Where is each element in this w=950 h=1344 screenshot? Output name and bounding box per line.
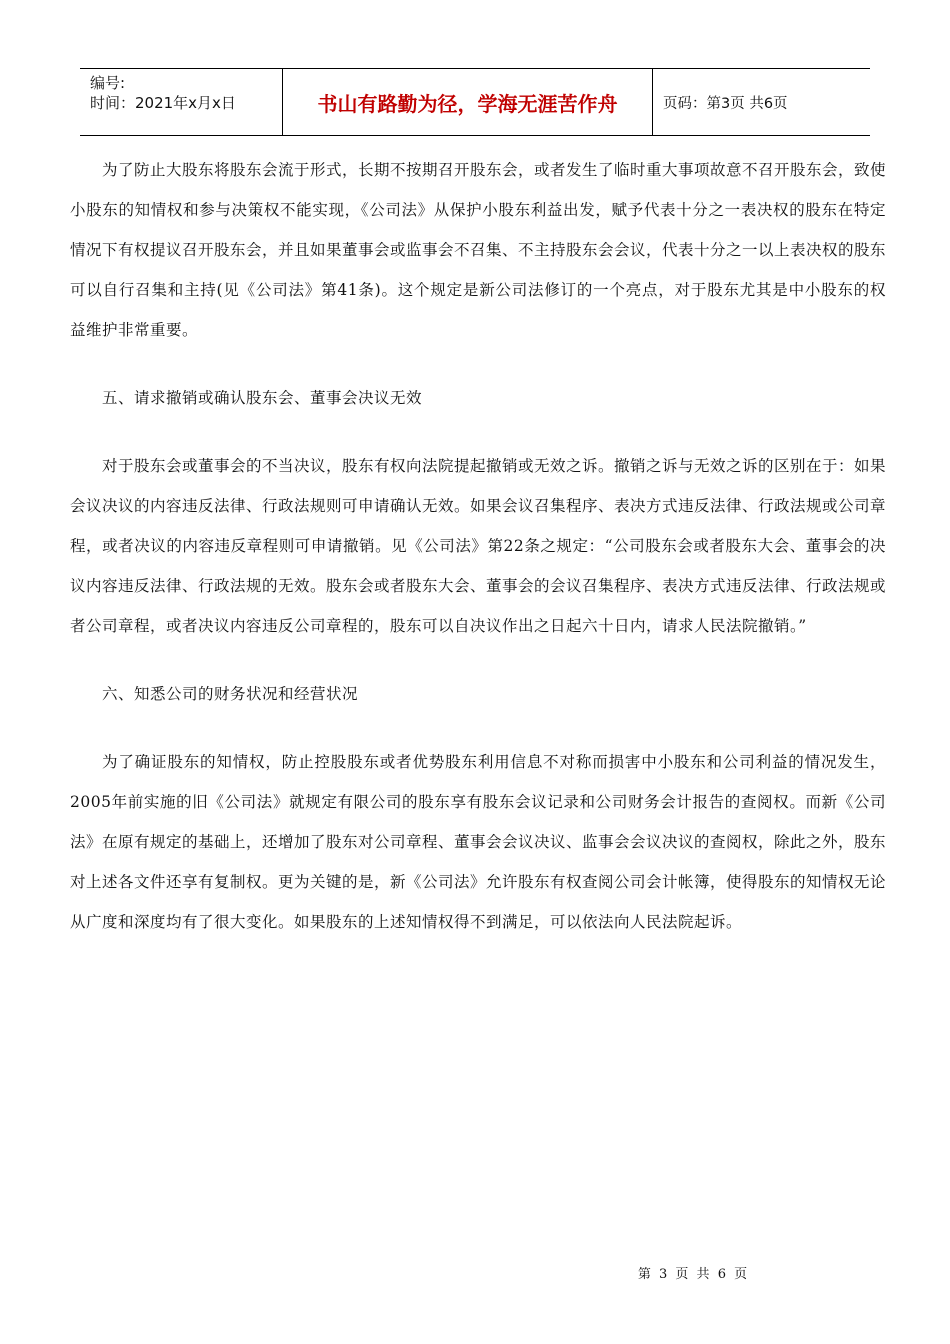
paragraph-right-to-information: 为了确证股东的知情权，防止控股股东或者优势股东利用信息不对称而损害中小股东和公司利益的情况发生，2005年前实施的旧《公司法》就规定有限公司的股东享有股东会议记录和公司财务会计报告的查阅权。而新《公司法》在原有规定的基础上，还增加了股东对公司章程、董事会会议决议、监事会会议决议的查阅权，除此之外，股东对上述各文件还享有复制权。更为关键的是，新《公司法》允许股东有权查阅公司会计帐簿，使得股东的知情权无论从广度和深度均有了很大变化。如果股东的上述知情权得不到满足，可以依法向人民法院起诉。 xyxy=(70,753,887,931)
section-heading-6: 六、知悉公司的财务状况和经营状况 xyxy=(102,685,359,703)
page-footer: 第 3 页 共 6 页 xyxy=(637,1267,748,1282)
page-header xyxy=(80,68,870,136)
header-page-number: 页码：第3页 共6页 xyxy=(663,95,788,112)
paragraph-shareholder-meeting: 为了防止大股东将股东会流于形式，长期不按期召开股东会，或者发生了临时重大事项故意不召开股东会，致使小股东的知情权和参与决策权不能实现，《公司法》从保护小股东利益出发，赋予代表十分之一表决权的股东在特定情况下有权提议召开股东会，并且如果董事会或监事会不召集、不主持股东会会议，代表十分之一以上表决权的股东可以自行召集和主持(见《公司法》第41条)。这个规定是新公司法修订的一个亮点，对于股东尤其是中小股东的权益维护非常重要。 xyxy=(70,161,887,339)
header-motto: 书山有路勤为径，学海无涯苦作舟 xyxy=(283,69,653,135)
section-heading-5: 五、请求撤销或确认股东会、董事会决议无效 xyxy=(102,389,423,407)
header-meta xyxy=(80,69,283,135)
paragraph-resolution-revocation: 对于股东会或董事会的不当决议，股东有权向法院提起撤销或无效之诉。撤销之诉与无效之诉的区别在于：如果会议决议的内容违反法律、行政法规则可申请确认无效。如果会议召集程序、表决方式违反法律、行政法规或公司章程，或者决议的内容违反章程则可申请撤销。见《公司法》第22条之规定：“公司股东会或者股东大会、董事会的决议内容违反法律、行政法规的无效。股东会或者股东大会、董事会的会议召集程序、表决方式违反法律、行政法规或者公司章程，或者决议内容违反公司章程的，股东可以自决议作出之日起六十日内，请求人民法院撤销。” xyxy=(70,457,887,635)
document-number: 编号: xyxy=(90,74,126,92)
document-date: 时间：2021年x月x日 xyxy=(90,94,236,112)
document-body xyxy=(70,150,886,942)
